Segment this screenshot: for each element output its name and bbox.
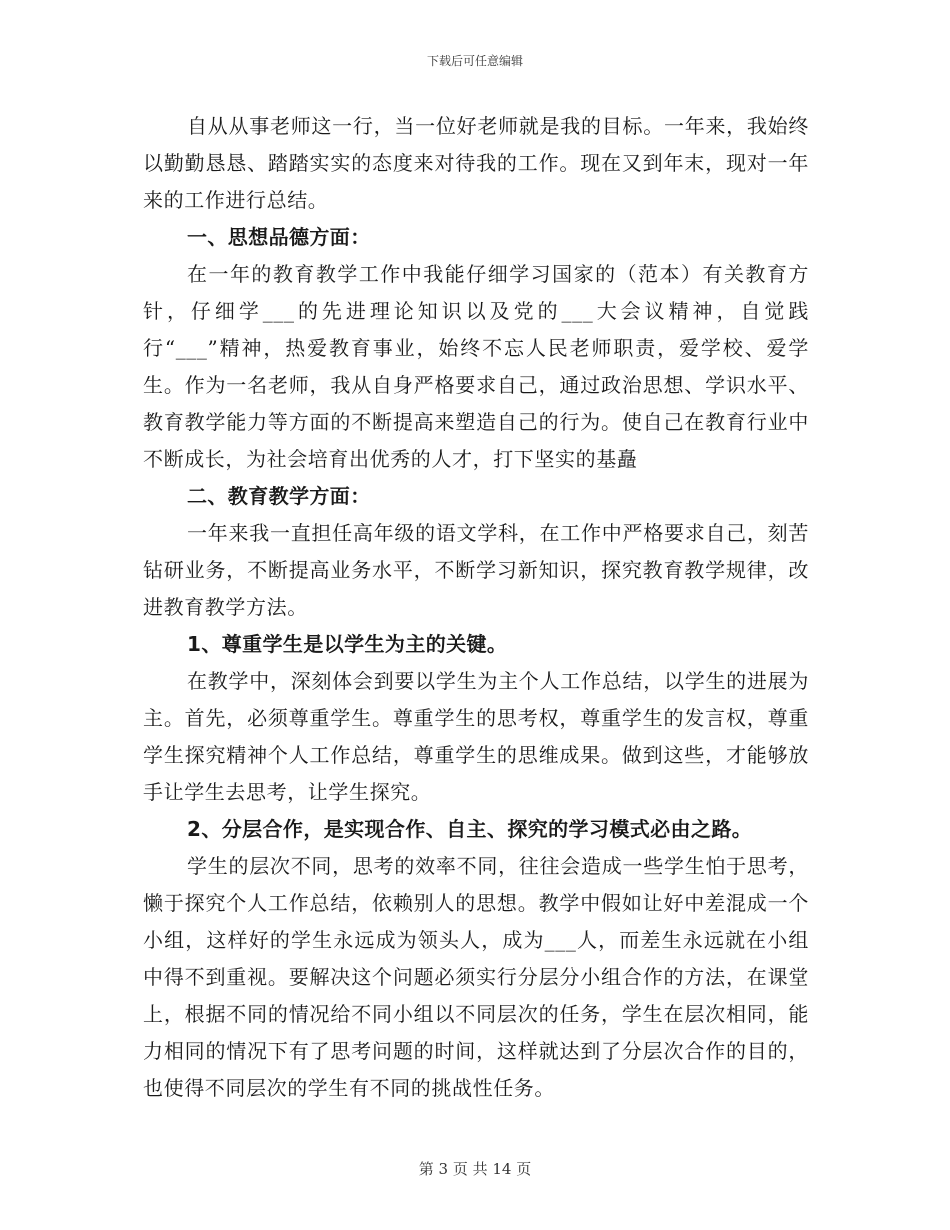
- page-header: 下载后可任意编辑: [426, 54, 523, 68]
- ideology-paragraph: 在一年的教育教学工作中我能仔细学习国家的（范本）有关教育方针，仔细学___的先进理论知识以及党的___大会议精神，自觉践行“___”精神，热爱教育事业，始终不忘人民老师职责，爱学校、爱学生。作为一名老师，我从自身严格要求自己，通过政治思想、学识水平、教育教学能力等方面的不断提高来塑造自己的行为。使自己在教育行业中不断成长，为社会培育出优秀的人才，打下坚实的基矗: [143, 262, 809, 471]
- respect-students-paragraph: 在教学中，深刻体会到要以学生为主个人工作总结，以学生的进展为主。首先，必须尊重学生。尊重学生的思考权，尊重学生的发言权，尊重学生探究精神个人工作总结，尊重学生的思维成果。做到这些，才能够放手让学生去思考，让学生探究。: [143, 669, 809, 804]
- section-heading-teaching: 二、教育教学方面：: [187, 484, 371, 508]
- document-body: [143, 108, 809, 1107]
- subheading-layered-cooperation: 2、分层合作，是实现合作、自主、探究的学习模式必由之路。: [187, 817, 753, 841]
- subheading-respect-students: 1、尊重学生是以学生为主的关键。: [187, 632, 508, 656]
- section-heading-ideology: 一、思想品德方面：: [187, 225, 371, 249]
- teaching-paragraph: 一年来我一直担任高年级的语文学科，在工作中严格要求自己，刻苦钻研业务，不断提高业务水平，不断学习新知识，探究教育教学规律，改进教育教学方法。: [143, 521, 809, 619]
- intro-paragraph: 自从从事老师这一行，当一位好老师就是我的目标。一年来，我始终以勤勤恳恳、踏踏实实的态度来对待我的工作。现在又到年末，现对一年来的工作进行总结。: [143, 114, 809, 212]
- page-footer: 第 3 页 共 14 页: [418, 1160, 532, 1178]
- layered-cooperation-paragraph: 学生的层次不同，思考的效率不同，往往会造成一些学生怕于思考，懒于探究个人工作总结，依赖别人的思想。教学中假如让好中差混成一个小组，这样好的学生永远成为领头人，成为___人，而差生永远就在小组中得不到重视。要解决这个问题必须实行分层分小组合作的方法，在课堂上，根据不同的情况给不同小组以不同层次的任务，学生在层次相同，能力相同的情况下有了思考问题的时间，这样就达到了分层次合作的目的，也使得不同层次的学生有不同的挑战性任务。: [143, 854, 809, 1100]
